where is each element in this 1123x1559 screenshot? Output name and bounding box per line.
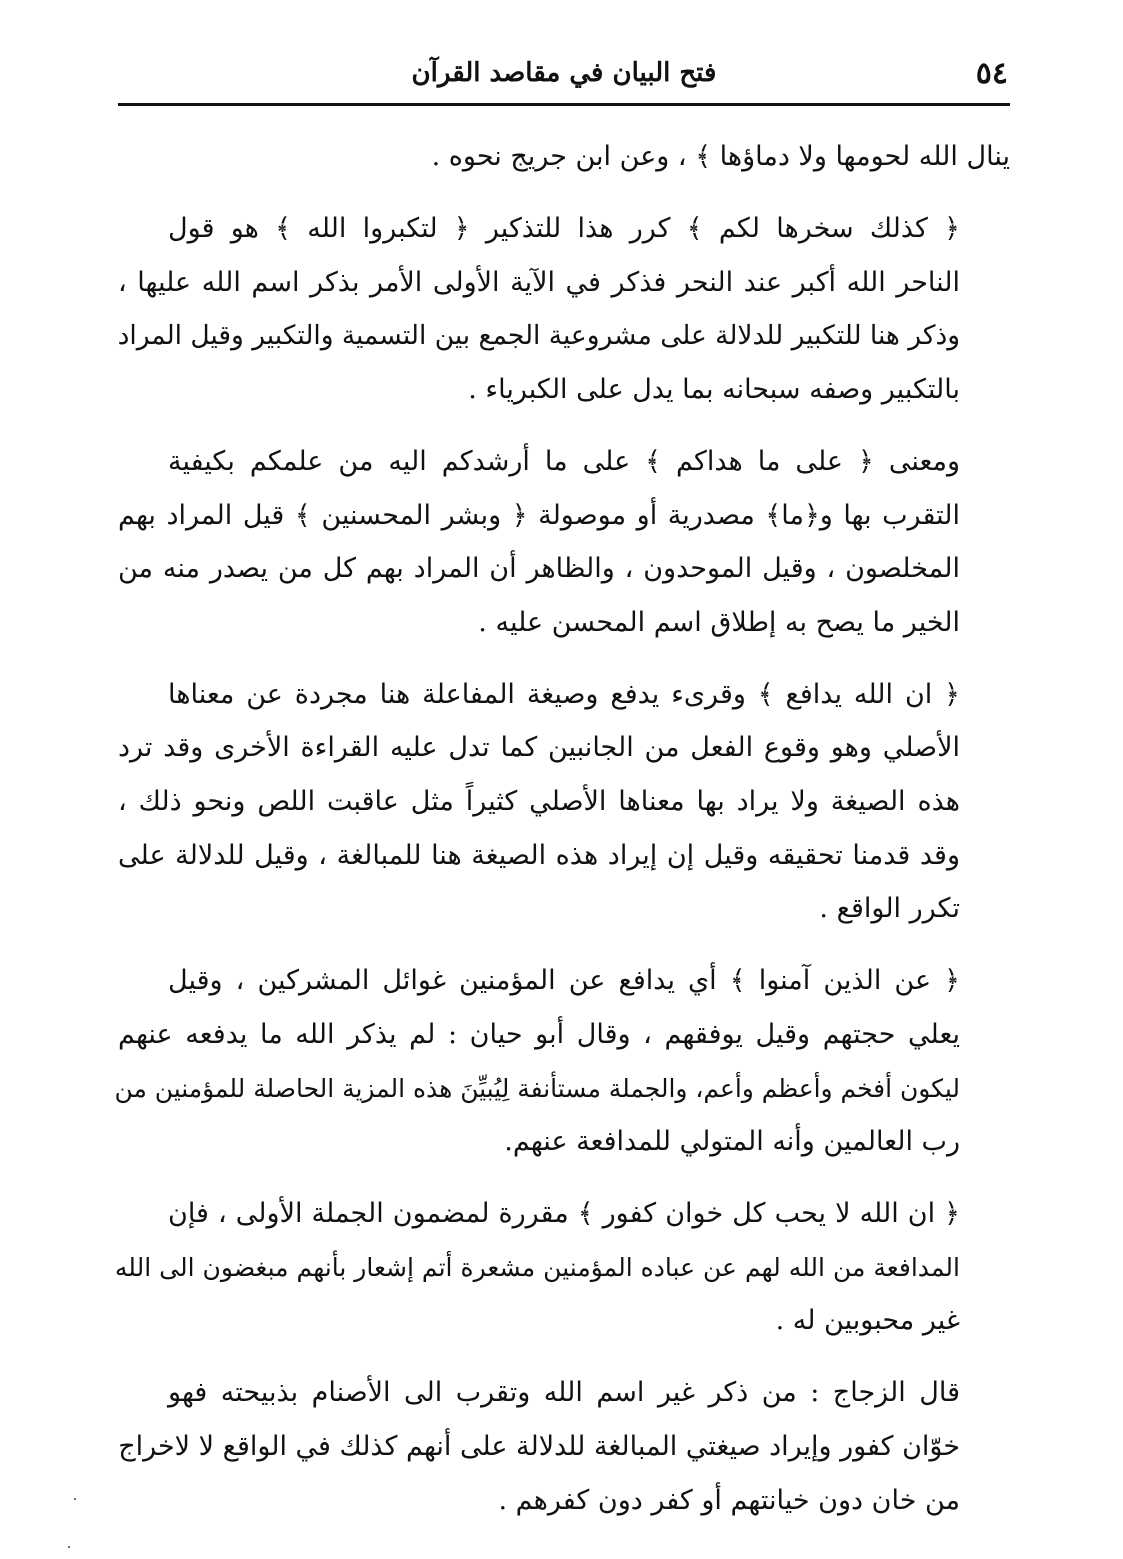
page-number: ٥٤ [975,56,1008,91]
scan-speck [74,1498,76,1500]
header-rule [118,103,1010,106]
paragraph [114,1187,1010,1348]
text-line: قال الزجاج : من ذكر غير اسم الله وتقرب الى الأصنام بذبيحته فهو [168,1377,960,1409]
text-line: الناحر الله أكبر عند النحر فذكر في الآية الأولى الأمر بذكر اسم الله عليها ، [118,266,960,298]
text-line: هذه الصيغة ولا يراد بها معناها الأصلي كثيراً مثل عاقبت اللص ونحو ذلك ، [118,786,960,818]
paragraph [118,1366,1010,1527]
text-line: المخلصون ، وقيل الموحدون ، والظاهر أن المراد بهم كل من يصدر منه من [118,553,960,585]
page-header [118,52,1010,98]
text-line: ﴿ ان الله لا يحب كل خوان كفور ﴾ مقررة لمضمون الجملة الأولى ، فإن [168,1198,960,1230]
text-line: غير محبوبين له . [775,1305,960,1337]
text-line: تكرر الواقع . [819,893,960,925]
text-line: وقد قدمنا تحقيقه وقيل إن إيراد هذه الصيغة هنا للمبالغة ، وقيل للدلالة على [118,839,960,871]
text-line: ومعنى ﴿ على ما هداكم ﴾ على ما أرشدكم اليه من علمكم بكيفية [168,445,960,477]
text-line: التقرب بها و﴿ما﴾ مصدرية أو موصولة ﴿ وبشر المحسنين ﴾ قيل المراد بهم [118,499,960,531]
running-title: فتح البيان في مقاصد القرآن [411,58,717,88]
text-line: المدافعة من الله لهم عن عباده المؤمنين مشعرة أتم إشعار بأنهم مبغضون الى الله [114,1252,960,1282]
text-line: ينال الله لحومها ولا دماؤها ﴾ ، وعن ابن جريج نحوه . [431,141,1010,172]
text-line: ليكون أفخم وأعظم وأعم، والجملة مستأنفة لِيُبيِّنَ هذه المزية الحاصلة للمؤمنين من [114,1073,960,1103]
text-line: الأصلي وهو وقوع الفعل من الجانبين كما تدل عليه القراءة الأخرى وقد ترد [118,732,960,764]
text-line: وذكر هنا للتكبير للدلالة على مشروعية الجمع بين التسمية والتكبير وقيل المراد [117,320,960,352]
paragraph [118,668,1010,936]
paragraph [118,202,1010,416]
text-line: ﴿ ان الله يدافع ﴾ وقرىء يدفع وصيغة المفاعلة هنا مجردة عن معناها [168,678,960,710]
paragraph [118,435,1010,649]
text-line: يعلي حجتهم وقيل يوفقهم ، وقال أبو حيان : لم يذكر الله ما يدفعه عنهم [118,1018,960,1050]
text-line: خوّان كفور وإيراد صيغتي المبالغة للدلالة على أنهم كذلك في الواقع لا لاخراج [118,1431,960,1463]
text-line: ﴿ عن الذين آمنوا ﴾ أي يدافع عن المؤمنين غوائل المشركين ، وقيل [168,965,960,997]
scan-speck [68,1546,70,1548]
text-line: من خان دون خيانتهم أو كفر دون كفرهم . [498,1484,960,1516]
text-line: الخير ما يصح به إطلاق اسم المحسن عليه . [478,606,960,638]
text-line: ﴿ كذلك سخرها لكم ﴾ كرر هذا للتذكير ﴿ لتكبروا الله ﴾ هو قول [168,213,960,245]
text-line: بالتكبير وصفه سبحانه بما يدل على الكبرياء . [468,373,960,405]
paragraph [114,954,1010,1168]
page-body [114,130,1010,1546]
paragraph [118,130,1010,184]
text-line: رب العالمين وأنه المتولي للمدافعة عنهم. [504,1126,960,1158]
